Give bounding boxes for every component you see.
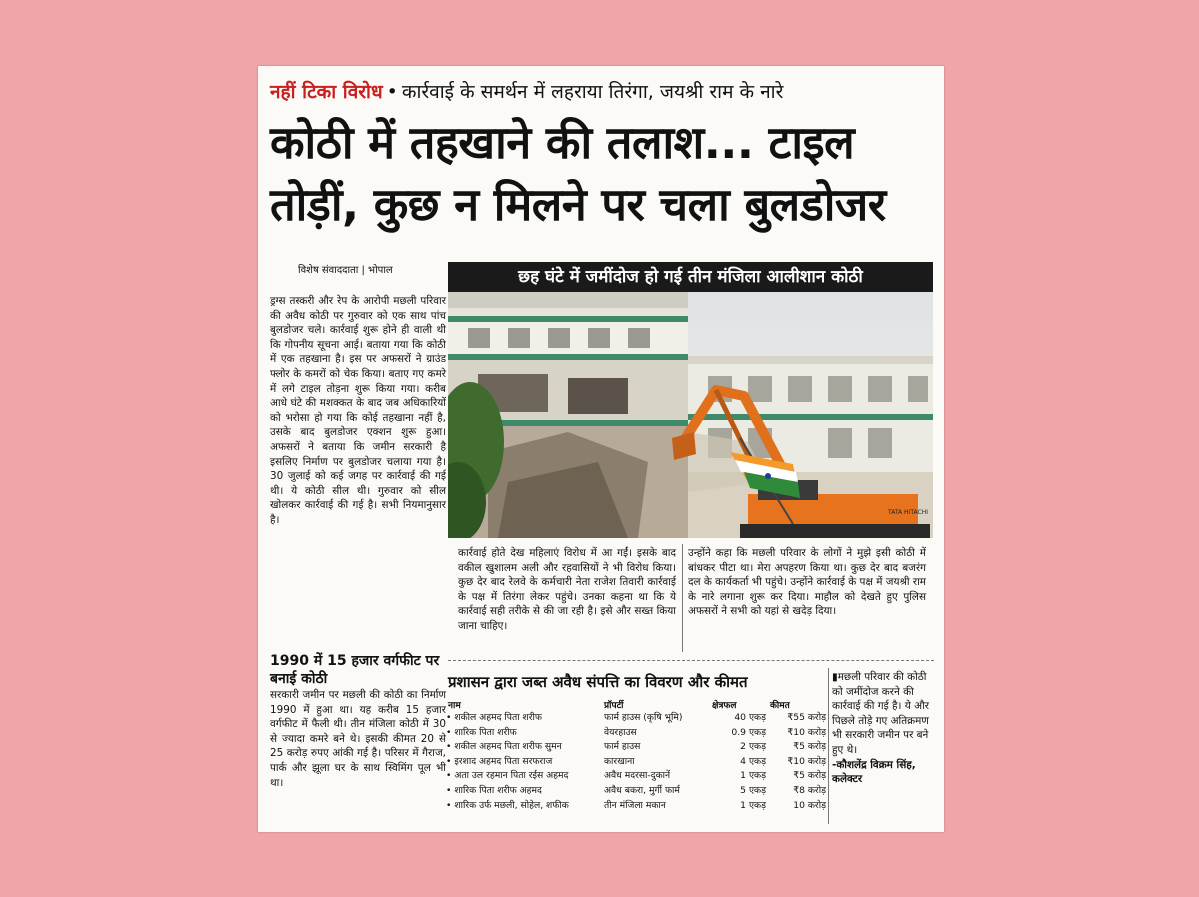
table-title: प्रशासन द्वारा जब्त अवैध संपत्ति का विवरण और कीमत — [448, 673, 748, 691]
table-row: • शकील अहमद पिता शरीफ — [446, 712, 542, 723]
table-header-area: क्षेत्रफल — [712, 701, 737, 711]
kicker-red: नहीं टिका विरोध — [270, 81, 383, 103]
table-cell: तीन मंजिला मकान — [604, 799, 666, 811]
column-divider — [682, 544, 683, 652]
body-column-1: ड्रग्स तस्करी और रेप के आरोपी मछली परिवार की अवैध कोठी पर गुरुवार को एक साथ पांच बुलडोजर चले। कार्रवाई शुरू होने ही वाली थी कि गोपनीय सूचना आई। बताया गया कि कोठी में एक तहखाना है। इस पर अफसरों ने ग्राउंड फ्लोर के कमरों को चेक किया। बताए गए कमरे में लगे टाइल तोड़ना शुरू किया गया। करीब आधे घंटे की मशक्कत के बाद जब अधिकारियों को भरोसा हो गया कि कोई तहखाना नहीं है, उसके बाद बुलडोजर एक्शन शुरू हुआ। अफसरों ने बताया कि जमीन सरकारी है इसलिए निर्माण पर बुलडोजर चलाया गया है। 30 जुलाई को कई जगह पर कार्रवाई की गई थी। ये कोठी सील थी। गुरुवार को सील खोलकर कार्रवाई की गई है। सभी नियमानुसार है। — [270, 295, 446, 526]
table-cell: ₹5 करोड़ — [793, 770, 826, 782]
kicker-text: कार्रवाई के समर्थन में लहराया तिरंगा, जयश्री राम के नारे — [401, 81, 784, 103]
table-column-properties — [604, 711, 710, 813]
table-cell: वेयरहाउस — [604, 726, 637, 738]
table-cell: ₹8 करोड़ — [793, 784, 826, 796]
machine-label: TATA HITACHI — [888, 509, 928, 516]
quote-text: ▮मछली परिवार की कोठी को जमींदोज करने की कार्रवाई की गई है। ये और पिछले तोड़े गए अतिक्रमण भी सरकारी जमीन पर बने हुए थे। — [832, 671, 929, 756]
newspaper-clipping — [258, 66, 944, 832]
headline-line-2: तोड़ीं, कुछ न मिलने पर चला बुलडोजर — [270, 178, 886, 231]
table-cell: फार्म हाउस (कृषि भूमि) — [604, 712, 683, 723]
subheading: 1990 में 15 हजार वर्गफीट पर बनाई कोठी — [270, 653, 440, 687]
photo-caption: छह घंटे में जमींदोज हो गई तीन मंजिला आलीशान कोठी — [448, 262, 933, 292]
table-row: • इरशाद अहमद पिता सरफराज — [446, 755, 553, 767]
collector-quote — [832, 670, 936, 787]
table-row: • शारिक पिता शरीफ अहमद — [446, 784, 542, 796]
table-cell: 1 एकड़ — [740, 799, 766, 811]
quote-author: -कौशलेंद्र विक्रम सिंह, कलेक्टर — [832, 758, 916, 786]
body-column-2: कार्रवाई होते देख महिलाएं विरोध में आ गईं। इसके बाद वकील खुशालम अली और रहवासियों ने भी विरोध किया। कुछ देर बाद रेलवे के कर्मचारी नेता राजेश तिवारी कार्रवाई के पक्ष में तिरंगा लेकर पहुंचे। उनका कहना था कि ये कार्रवाई सही तरीके से की जा रही है। इसे और सख्त किया जाना चाहिए। — [458, 547, 676, 632]
table-cell: अवैध बकरा, मुर्गी फार्म — [604, 784, 680, 796]
table-cell: ₹5 करोड़ — [793, 741, 826, 753]
table-cell: ₹55 करोड़ — [787, 712, 826, 723]
table-header-property: प्रॉपर्टी — [604, 701, 624, 711]
table-column-names — [446, 711, 602, 813]
quote-body: मछली परिवार की कोठी को जमींदोज करने की कार्रवाई की गई है। ये और पिछले तोड़े गए अतिक्रमण भी सरकारी जमीन पर बने हुए थे। — [832, 671, 929, 756]
table-cell: 1 एकड़ — [740, 770, 766, 782]
headline-line-1: कोठी में तहखाने की तलाश... टाइल — [270, 116, 855, 169]
table-column-areas — [712, 711, 766, 813]
table-column-prices — [768, 711, 826, 813]
table-row: • शकील अहमद पिता शरीफ सुमन — [446, 741, 562, 753]
section-divider — [448, 660, 934, 661]
table-cell: अवैध मदरसा-दुकानें — [604, 770, 671, 782]
table-cell: फार्म हाउस — [604, 741, 641, 753]
table-row: • शारिक पिता शरीफ — [446, 726, 517, 738]
kicker-separator: • — [386, 81, 398, 103]
table-cell: 40 एकड़ — [734, 712, 766, 723]
table-cell: ₹10 करोड़ — [787, 726, 826, 738]
demolition-photo — [448, 292, 933, 538]
table-cell: 10 करोड़ — [793, 799, 826, 811]
table-header-name: नाम — [448, 701, 461, 711]
table-cell: कारखाना — [604, 755, 635, 767]
body-column-3: उन्होंने कहा कि मछली परिवार के लोगों ने मुझे इसी कोठी में बांधकर पीटा था। मेरा अपहरण किया था। कुछ देर बाद बजरंग दल के कार्यकर्ता भी पहुंचे। उन्होंने कार्रवाई के पक्ष में जयश्री राम के नारे लगाना शुरू कर दिया। माहौल को देखते हुए पुलिस अफसरों ने सभी को यहां से खदेड़ दिया। — [688, 547, 926, 618]
table-cell: ₹10 करोड़ — [787, 755, 826, 767]
table-row: • अता उल रहमान पिता रईस अहमद — [446, 770, 569, 782]
table-cell: 0.9 एकड़ — [731, 726, 766, 738]
table-cell: 2 एकड़ — [740, 741, 766, 753]
table-cell: 5 एकड़ — [740, 784, 766, 796]
kicker — [270, 78, 783, 104]
table-cell: 4 एकड़ — [740, 755, 766, 767]
byline: विशेष संवाददाता | भोपाल — [298, 265, 393, 276]
table-row: • शारिक उर्फ मछली, सोहेल, शफीक — [446, 799, 569, 811]
body-column-1-part-2: सरकारी जमीन पर मछली की कोठी का निर्माण 1990 में हुआ था। यह करीब 15 हजार वर्गफीट में फैली थी। तीन मंजिला कोठी में 30 से ज्यादा कमरे बने थे। इसकी कीमत 20 से 25 करोड़ रुपए आंकी गई है। परिसर में गैराज, पार्क और झूला घर के साथ स्विमिंग पूल भी था। — [270, 689, 446, 789]
headline — [270, 112, 936, 236]
table-header-price: कीमत — [770, 701, 790, 711]
quote-divider — [828, 668, 829, 824]
